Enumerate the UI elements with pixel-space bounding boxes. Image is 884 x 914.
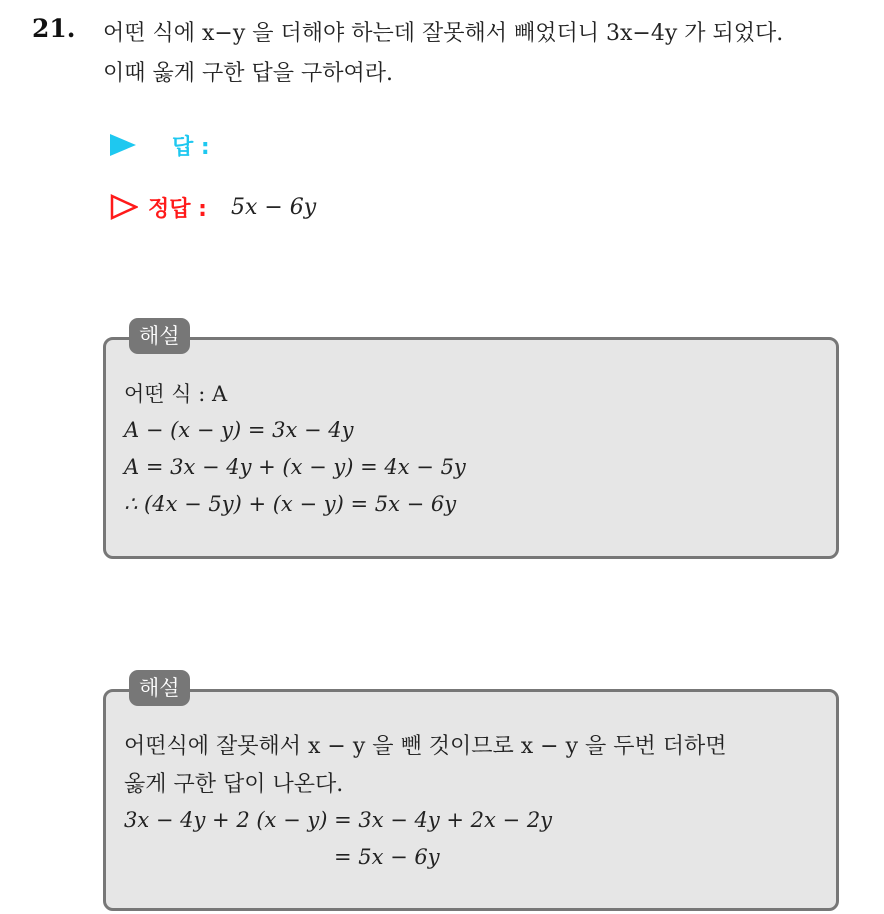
explanation-box-1 xyxy=(103,337,839,559)
question-number: 21. xyxy=(32,14,76,43)
question-text-line-1: 어떤 식에 x−y 을 더해야 하는데 잘못해서 빼었더니 3x−4y 가 되었다. xyxy=(103,21,784,46)
correct-answer-value: 5x − 6y xyxy=(230,194,317,220)
play-outline-icon xyxy=(110,194,138,220)
explanation-tab-1: 해설 xyxy=(129,318,190,354)
explanation-1-line-3: A = 3x − 4y + (x − y) = 4x − 5y xyxy=(124,455,466,479)
question-text-line-2: 이때 옳게 구한 답을 구하여라. xyxy=(103,61,393,86)
explanation-2-line-1: 어떤식에 잘못해서 x − y 을 뺀 것이므로 x − y 을 두번 더하면 xyxy=(124,734,727,759)
answer-row xyxy=(110,130,210,160)
correct-answer-label: 정답 : xyxy=(148,196,207,222)
explanation-1-line-4: ∴ (4x − 5y) + (x − y) = 5x − 6y xyxy=(124,492,457,516)
explanation-box-2 xyxy=(103,689,839,911)
answer-label: 답 : xyxy=(172,134,210,160)
play-filled-icon xyxy=(110,134,136,156)
explanation-tab-2: 해설 xyxy=(129,670,190,706)
explanation-1-line-1: 어떤 식 : A xyxy=(124,382,228,406)
correct-answer-row xyxy=(110,191,316,223)
explanation-2-line-4: = 5x − 6y xyxy=(334,845,440,869)
explanation-1-line-2: A − (x − y) = 3x − 4y xyxy=(124,418,354,442)
explanation-2-line-2: 옳게 구한 답이 나온다. xyxy=(124,772,344,797)
explanation-2-line-3: 3x − 4y + 2 (x − y) = 3x − 4y + 2x − 2y xyxy=(124,808,553,832)
